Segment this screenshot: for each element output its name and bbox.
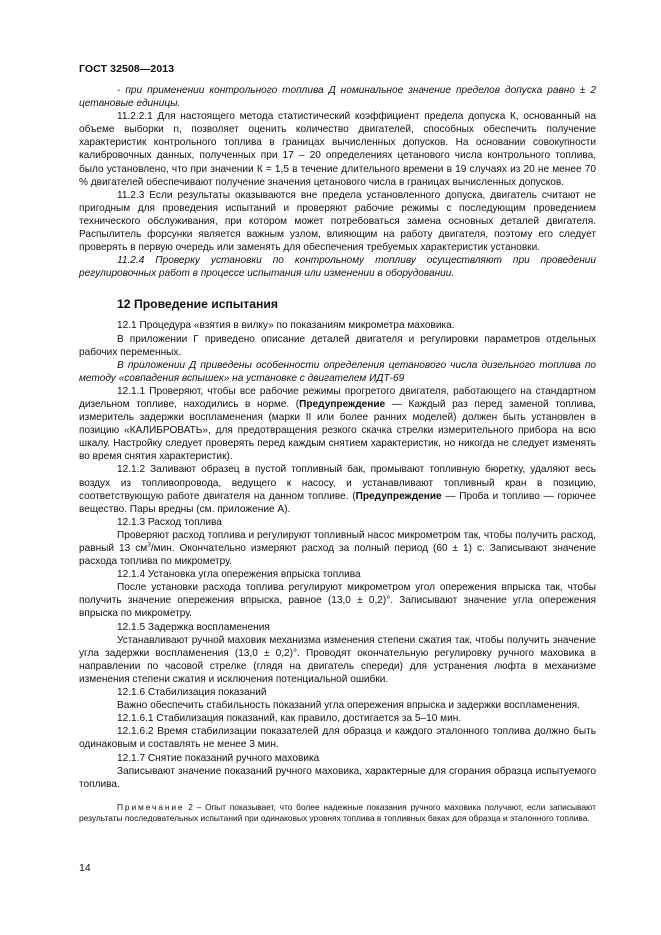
note-label: Примечание: [117, 801, 185, 812]
paragraph-12-1-annex-g: В приложении Г приведено описание деталей двигателя и регулировки параметров отдельных рабочих переменных.: [79, 333, 596, 358]
text-12-1-3-b: /мин. Окончательно измеряют расход за полный период (60 ± 1) с. Записывают значение расхода топлива по микрометру.: [79, 543, 596, 568]
paragraph-12-1-4-body: После установки расхода топлива регулируют микрометром угол опережения впрыска так, чтобы получить значение опережения впрыска, равное (13,0 ± 0,2)°. Записывают значение угла опережения впрыска по микрометру.: [79, 582, 596, 620]
document-header: ГОСТ 32508—2013: [79, 63, 175, 75]
paragraph-12-1-annex-d: В приложении Д приведены особенности определения цетанового числа дизельного топлива по методу «совпадения вспышек» на установке с двигателем ИДТ-69: [79, 359, 596, 384]
paragraph-12-1-5-body: Устанавливают ручной маховик механизма изменения степени сжатия так, чтобы получить значение угла задержки воспламенения (13,0 ± 0,2)°. Проводят окончательную регулировку ручного маховика в направлении по часовой стрелке (глядя на двигатель спереди) для устранения люфта в механизме изменения степени сжатия и исключения потенциальной ошибки.: [79, 634, 596, 685]
text-12-1-3-a: Проверяют расход топлива и регулируют топливный насос микрометром так, чтобы получить расход, равный 13 см: [79, 529, 596, 554]
text-12-1-2-b: — Проба и топливо — горючее вещество. Пары вредны (см. приложение А).: [79, 490, 596, 515]
page-number: 14: [79, 862, 91, 874]
paragraph-12-1-6-title: 12.1.6 Стабилизация показаний: [117, 687, 267, 699]
text-12-1-1-a: 12.1.1 Проверяют, чтобы все рабочие режимы прогретого двигателя, работающего на стандартном дизельном топливе, находились в норме. (: [79, 385, 596, 410]
superscript-3: 3: [147, 541, 151, 549]
note-2: [79, 802, 596, 824]
document-body: [79, 84, 596, 824]
paragraph-12-1-3-body: [79, 529, 596, 568]
section-heading: 12 Проведение испытания: [117, 297, 278, 312]
paragraph-intro: - при применении контрольного топлива Д номинальное значение пределов допуска равно ± 2 цетановые единицы.: [79, 85, 596, 110]
paragraph-11-2-4: 11.2.4 Проверку установки по контрольному топливу осуществляют при проведении регулировочных работ в процессе испытания или изменении в оборудовании.: [79, 255, 596, 280]
paragraph-12-1-2: [79, 463, 596, 515]
paragraph-12-1-7-title: 12.1.7 Снятие показаний ручного маховика: [117, 752, 320, 764]
paragraph-12-1-1: [79, 385, 596, 464]
paragraph-12-1: 12.1 Процедура «взятия в вилку» по показаниям микрометра маховика.: [117, 320, 455, 332]
paragraph-11-2-3: 11.2.3 Если результаты оказываются вне предела установленного допуска, двигатель считают не пригодным для проведения испытаний и проверяют рабочие режимы с последующим проведением технического обслуживания, при котором может потребоваться замена основных деталей двигателя. Распылитель форсунки является важным узлом, влияющим на работу двигателя, поэтому его следует проверять в первую очередь или заменять для обеспечения требуемых характеристик установки.: [79, 189, 596, 254]
paragraph-12-1-6-1: 12.1.6.1 Стабилизация показаний, как правило, достигается за 5–10 мин.: [117, 713, 462, 725]
paragraph-11-2-2-1: 11.2.2.1 Для настоящего метода статистический коэффициент предела допуска К, основанный на объеме выборки n, позволяет оценить количество двигателей, способных обеспечить получение характеристик контрольного топлива в границах вычисленных допусков. На основании совокупности калибровочных данных, полученных при 17 – 20 определениях цетанового числа контрольного топлива, было установлено, что при значении К = 1,5 в течение длительного времени в 19 случаях из 20 не менее 70 % двигателей обеспечивают получение значения цетанового числа в границах вычисленных допусков.: [79, 111, 596, 188]
paragraph-12-1-6-2: 12.1.6.2 Время стабилизации показателей для образца и каждого эталонного топлива должно быть одинаковым и составлять не менее 3 мин.: [79, 726, 596, 751]
paragraph-12-1-6-body: Важно обеспечить стабильность показаний угла опережения впрыска и задержки воспламенения.: [117, 700, 580, 712]
warning-label-2: Предупреждение: [355, 490, 442, 502]
warning-label: Предупреждение: [299, 398, 386, 410]
paragraph-12-1-7-body: Записывают значение показаний ручного маховика, характерные для сгорания образца испытуемого топлива.: [79, 765, 596, 790]
text-12-1-1-b: — Каждый раз перед заменой топлива, измеритель задержки воспламенения (марки II или более ранних моделей) должен быть установлен в позицию «КАЛИБРОВАТЬ», для предотвращения резкого скачка стрелки измерительного прибора на всю шкалу. Настройку следует проверять перед каждым снятием характеристик, но никогда не следует изменять во время снятия характеристик).: [79, 398, 596, 463]
note-text: 2 – Опыт показывает, что более надежные показания ручного маховика получают, если записывают результаты последовательных испытаний при одинаковых уровнях топлива в топливных баках для образца и эталонного топлива.: [79, 801, 596, 823]
paragraph-12-1-3-title: 12.1.3 Расход топлива: [117, 516, 222, 528]
paragraph-12-1-5-title: 12.1.5 Задержка воспламенения: [117, 621, 270, 633]
paragraph-12-1-4-title: 12.1.4 Установка угла опережения впрыска топлива: [117, 569, 361, 581]
text-12-1-2-a: 12.1.2 Заливают образец в пустой топливный бак, промывают топливную бюретку, удаляют весь воздух из топливопровода, ведущего к насосу, и устанавливают топливный кран в позицию, соответствующую работе двигателя на данном топливе. (: [79, 464, 596, 502]
